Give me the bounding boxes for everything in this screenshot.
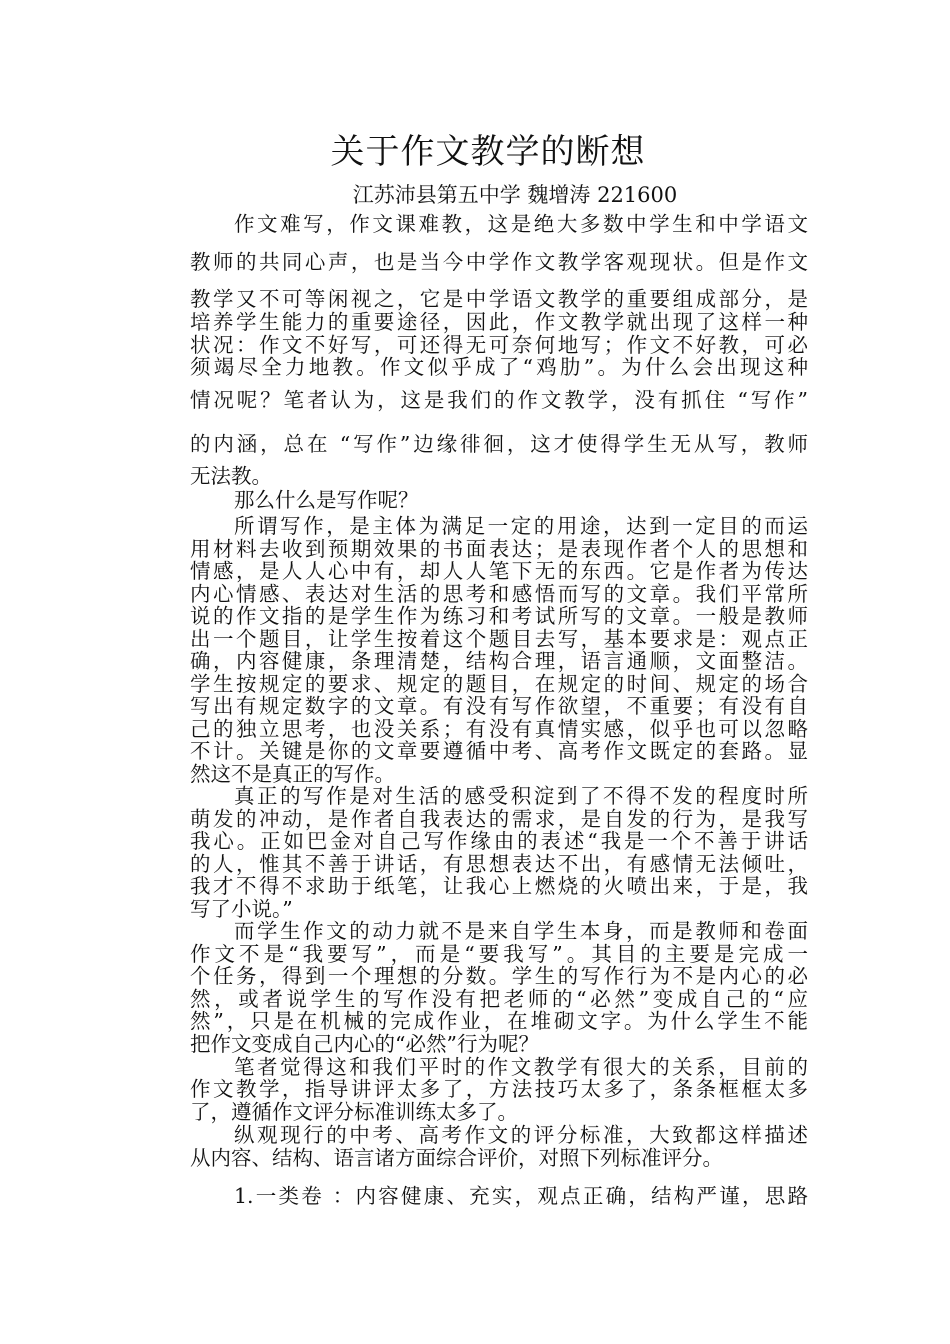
text-line: 写出有规定数字的文章。有没有写作欲望，不重要；有没有自	[190, 694, 808, 718]
text-line: 情况呢？笔者认为，这是我们的作文教学，没有抓住 “写作”	[190, 388, 808, 412]
text-line: 从内容、结构、语言诸方面综合评价，对照下列标准评分。	[190, 1146, 723, 1170]
author-line: 江苏沛县第五中学 魏增涛 221600	[352, 183, 678, 207]
text-line: 我心。正如巴金对自己写作缘由的表述“我是一个不善于讲话	[190, 829, 808, 853]
text-line: 说的作文指的是学生作为练习和考试所写的文章。一般是教师	[190, 604, 808, 628]
text-line: 了，遵循作文评分标准训练太多了。	[190, 1100, 518, 1124]
text-line: 所谓写作，是主体为满足一定的用途，达到一定目的而运	[234, 514, 808, 538]
text-line: 作文难写，作文课难教，这是绝大多数中学生和中学语文	[234, 212, 808, 236]
text-line: 而学生作文的动力就不是来自学生本身，而是教师和卷面	[234, 919, 808, 943]
text-line: 纵观现行的中考、高考作文的评分标准，大致都这样描述	[234, 1123, 808, 1147]
text-line: 内心情感、表达对生活的思考和感悟而写的文章。我们平常所	[190, 582, 808, 606]
text-line: 情感，是人人心中有，却人人笔下无的东西。它是作者为传达	[190, 559, 808, 583]
text-line: 培养学生能力的重要途径，因此，作文教学就出现了这样一种	[190, 310, 808, 334]
text-line: 不计。关键是你的文章要遵循中考、高考作文既定的套路。显	[190, 739, 808, 763]
text-line: 写了小说。”	[190, 897, 293, 921]
text-line: 把作文变成自己内心的“必然”行为呢？	[190, 1032, 539, 1056]
text-line: 然，或者说学生的写作没有把老师的“必然”变成自己的“应	[190, 987, 808, 1011]
text-line: 作文教学，指导讲评太多了，方法技巧太多了，条条框框太多	[190, 1077, 808, 1101]
text-line: 作文不是“我要写”，而是“要我写”。其目的主要是完成一	[190, 942, 808, 966]
text-line: 的内涵，总在 “写作”边缘徘徊，这才使得学生无从写，教师	[190, 432, 808, 456]
text-line: 学生按规定的要求、规定的题目，在规定的时间、规定的场合	[190, 672, 808, 696]
text-line: 然”，只是在机械的完成作业，在堆砌文字。为什么学生不能	[190, 1009, 808, 1033]
text-line: 个任务，得到一个理想的分数。学生的写作行为不是内心的必	[190, 964, 808, 988]
text-line: 真正的写作是对生活的感受积淀到了不得不发的程度时所	[234, 784, 808, 808]
text-line: 那么什么是写作呢？	[234, 488, 419, 512]
text-line: 萌发的冲动，是作者自我表达的需求，是自发的行为，是我写	[190, 807, 808, 831]
text-line: 1.一类卷 ：内容健康、充实，观点正确，结构严谨，思路	[234, 1184, 808, 1208]
text-line: 无法教。	[190, 464, 272, 488]
text-line: 己的独立思考，也没关系；有没有真情实感，似乎也可以忽略	[190, 717, 808, 741]
text-line: 出一个题目，让学生按着这个题目去写，基本要求是：观点正	[190, 627, 808, 651]
text-line: 然这不是真正的写作。	[190, 762, 395, 786]
text-line: 我才不得不求助于纸笔，让我心上燃烧的火喷出来，于是，我	[190, 874, 808, 898]
text-line: 笔者觉得这和我们平时的作文教学有很大的关系，目前的	[234, 1055, 808, 1079]
text-line: 确，内容健康，条理清楚，结构合理，语言通顺，文面整洁。	[190, 649, 808, 673]
text-line: 教师的共同心声，也是当今中学作文教学客观现状。但是作文	[190, 250, 808, 274]
text-line: 须竭尽全力地教。作文似乎成了“鸡肋”。为什么会出现这种	[190, 355, 808, 379]
page-title: 关于作文教学的断想	[330, 132, 646, 172]
text-line: 状况：作文不好写，可还得无可奈何地写；作文不好教，可必	[190, 333, 808, 357]
text-line: 用材料去收到预期效果的书面表达；是表现作者个人的思想和	[190, 537, 808, 561]
text-line: 教学又不可等闲视之，它是中学语文教学的重要组成部分，是	[190, 287, 808, 311]
text-line: 的人，惟其不善于讲话，有思想表达不出，有感情无法倾吐，	[190, 852, 808, 876]
